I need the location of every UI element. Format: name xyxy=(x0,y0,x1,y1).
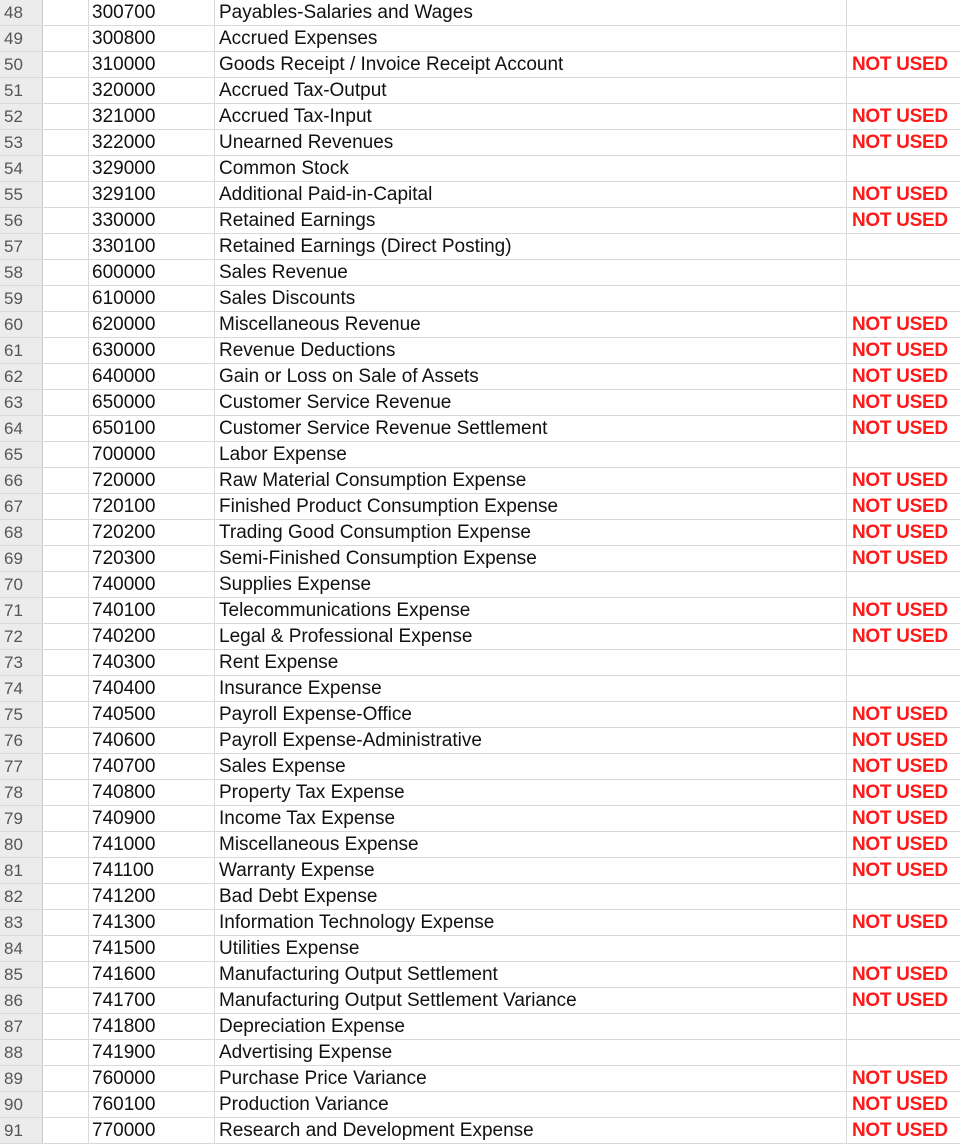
table-row xyxy=(0,182,960,208)
empty-cell[interactable] xyxy=(43,234,89,259)
account-name-cell[interactable]: Additional Paid-in-Capital xyxy=(215,182,847,207)
status-cell[interactable] xyxy=(847,0,960,25)
account-number-cell[interactable]: 740000 xyxy=(89,572,215,597)
account-number-cell[interactable]: 741900 xyxy=(89,1040,215,1065)
account-number-cell[interactable]: 741800 xyxy=(89,1014,215,1039)
row-number-header[interactable]: 81 xyxy=(0,858,43,883)
account-number-cell[interactable]: 330000 xyxy=(89,208,215,233)
empty-cell[interactable] xyxy=(43,936,89,961)
account-name-cell[interactable]: Income Tax Expense xyxy=(215,806,847,831)
row-number-header[interactable]: 65 xyxy=(0,442,43,467)
account-number-cell[interactable]: 300700 xyxy=(89,0,215,25)
empty-cell[interactable] xyxy=(43,416,89,441)
account-name-cell[interactable]: Purchase Price Variance xyxy=(215,1066,847,1091)
table-row xyxy=(0,806,960,832)
empty-cell[interactable] xyxy=(43,754,89,779)
row-number-header[interactable]: 69 xyxy=(0,546,43,571)
row-number-header[interactable]: 58 xyxy=(0,260,43,285)
row-number-header[interactable]: 85 xyxy=(0,962,43,987)
account-name-cell[interactable]: Customer Service Revenue xyxy=(215,390,847,415)
empty-cell[interactable] xyxy=(43,1092,89,1117)
status-cell[interactable]: NOT USED xyxy=(852,470,948,491)
account-name-cell[interactable]: Depreciation Expense xyxy=(215,1014,847,1039)
account-name-cell[interactable]: Common Stock xyxy=(215,156,847,181)
status-cell[interactable] xyxy=(847,156,960,181)
account-number-cell[interactable]: 720300 xyxy=(89,546,215,571)
table-row xyxy=(0,858,960,884)
row-number-header[interactable]: 66 xyxy=(0,468,43,493)
account-number-cell[interactable]: 330100 xyxy=(89,234,215,259)
table-row xyxy=(0,130,960,156)
row-number-header[interactable]: 57 xyxy=(0,234,43,259)
account-number-cell[interactable]: 720200 xyxy=(89,520,215,545)
status-cell[interactable] xyxy=(847,676,960,701)
account-name-cell[interactable]: Miscellaneous Revenue xyxy=(215,312,847,337)
table-row xyxy=(0,988,960,1014)
status-cell[interactable]: NOT USED xyxy=(852,600,948,621)
row-number-header[interactable]: 59 xyxy=(0,286,43,311)
empty-cell[interactable] xyxy=(43,572,89,597)
status-cell[interactable] xyxy=(847,442,960,467)
status-cell[interactable] xyxy=(847,234,960,259)
row-number-header[interactable]: 64 xyxy=(0,416,43,441)
account-number-cell[interactable]: 740200 xyxy=(89,624,215,649)
row-number-header[interactable]: 82 xyxy=(0,884,43,909)
status-cell[interactable]: NOT USED xyxy=(852,106,948,127)
table-row xyxy=(0,1092,960,1118)
status-cell[interactable]: NOT USED xyxy=(852,210,948,231)
table-row xyxy=(0,624,960,650)
table-row xyxy=(0,650,960,676)
empty-cell[interactable] xyxy=(43,468,89,493)
status-cell[interactable] xyxy=(847,78,960,103)
account-name-cell[interactable]: Retained Earnings (Direct Posting) xyxy=(215,234,847,259)
empty-cell[interactable] xyxy=(43,1118,89,1143)
empty-cell[interactable] xyxy=(43,286,89,311)
status-cell[interactable]: NOT USED xyxy=(852,1120,948,1141)
account-number-cell[interactable]: 741300 xyxy=(89,910,215,935)
account-number-cell[interactable]: 740100 xyxy=(89,598,215,623)
account-name-cell[interactable]: Sales Discounts xyxy=(215,286,847,311)
account-name-cell[interactable]: Accrued Tax-Input xyxy=(215,104,847,129)
status-cell[interactable]: NOT USED xyxy=(852,548,948,569)
account-name-cell[interactable]: Semi-Finished Consumption Expense xyxy=(215,546,847,571)
status-cell[interactable]: NOT USED xyxy=(852,340,948,361)
status-cell[interactable]: NOT USED xyxy=(852,522,948,543)
account-name-cell[interactable]: Warranty Expense xyxy=(215,858,847,883)
row-number-header[interactable]: 56 xyxy=(0,208,43,233)
status-cell[interactable]: NOT USED xyxy=(852,626,948,647)
row-number-header[interactable]: 91 xyxy=(0,1118,43,1143)
status-cell[interactable]: NOT USED xyxy=(852,314,948,335)
table-row xyxy=(0,78,960,104)
account-number-cell[interactable]: 770000 xyxy=(89,1118,215,1143)
table-row xyxy=(0,884,960,910)
table-row xyxy=(0,442,960,468)
empty-cell[interactable] xyxy=(43,130,89,155)
table-row xyxy=(0,338,960,364)
account-name-cell[interactable]: Unearned Revenues xyxy=(215,130,847,155)
table-row xyxy=(0,494,960,520)
status-cell[interactable]: NOT USED xyxy=(852,1094,948,1115)
row-number-header[interactable]: 71 xyxy=(0,598,43,623)
row-number-header[interactable]: 88 xyxy=(0,1040,43,1065)
row-number-header[interactable]: 55 xyxy=(0,182,43,207)
empty-cell[interactable] xyxy=(43,26,89,51)
account-number-cell[interactable]: 741000 xyxy=(89,832,215,857)
table-row xyxy=(0,26,960,52)
account-name-cell[interactable]: Goods Receipt / Invoice Receipt Account xyxy=(215,52,847,77)
empty-cell[interactable] xyxy=(43,182,89,207)
row-number-header[interactable]: 72 xyxy=(0,624,43,649)
account-number-cell[interactable]: 700000 xyxy=(89,442,215,467)
table-row xyxy=(0,234,960,260)
account-name-cell[interactable]: Research and Development Expense xyxy=(215,1118,847,1143)
empty-cell[interactable] xyxy=(43,312,89,337)
status-cell[interactable]: NOT USED xyxy=(852,834,948,855)
table-row xyxy=(0,1066,960,1092)
account-name-cell[interactable]: Gain or Loss on Sale of Assets xyxy=(215,364,847,389)
account-name-cell[interactable]: Bad Debt Expense xyxy=(215,884,847,909)
account-name-cell[interactable]: Payroll Expense-Office xyxy=(215,702,847,727)
empty-cell[interactable] xyxy=(43,598,89,623)
table-row xyxy=(0,0,960,26)
table-row xyxy=(0,598,960,624)
account-number-cell[interactable]: 720000 xyxy=(89,468,215,493)
account-name-cell[interactable]: Finished Product Consumption Expense xyxy=(215,494,847,519)
empty-cell[interactable] xyxy=(43,52,89,77)
table-row xyxy=(0,962,960,988)
empty-cell[interactable] xyxy=(43,442,89,467)
account-number-cell[interactable]: 760000 xyxy=(89,1066,215,1091)
empty-cell[interactable] xyxy=(43,624,89,649)
account-number-cell[interactable]: 741700 xyxy=(89,988,215,1013)
account-number-cell[interactable]: 650100 xyxy=(89,416,215,441)
table-row xyxy=(0,1118,960,1144)
account-number-cell[interactable]: 740700 xyxy=(89,754,215,779)
account-name-cell[interactable]: Retained Earnings xyxy=(215,208,847,233)
status-cell[interactable] xyxy=(847,260,960,285)
account-number-cell[interactable]: 741100 xyxy=(89,858,215,883)
row-number-header[interactable]: 80 xyxy=(0,832,43,857)
account-number-cell[interactable]: 329100 xyxy=(89,182,215,207)
table-row xyxy=(0,910,960,936)
account-number-cell[interactable]: 741500 xyxy=(89,936,215,961)
account-number-cell[interactable]: 300800 xyxy=(89,26,215,51)
account-number-cell[interactable]: 740600 xyxy=(89,728,215,753)
status-cell[interactable]: NOT USED xyxy=(852,418,948,439)
table-row xyxy=(0,312,960,338)
account-number-cell[interactable]: 310000 xyxy=(89,52,215,77)
status-cell[interactable]: NOT USED xyxy=(852,1068,948,1089)
account-name-cell[interactable]: Accrued Expenses xyxy=(215,26,847,51)
account-name-cell[interactable]: Payroll Expense-Administrative xyxy=(215,728,847,753)
empty-cell[interactable] xyxy=(43,364,89,389)
account-name-cell[interactable]: Production Variance xyxy=(215,1092,847,1117)
empty-cell[interactable] xyxy=(43,884,89,909)
account-name-cell[interactable]: Information Technology Expense xyxy=(215,910,847,935)
account-name-cell[interactable]: Utilities Expense xyxy=(215,936,847,961)
table-row xyxy=(0,936,960,962)
row-number-header[interactable]: 50 xyxy=(0,52,43,77)
empty-cell[interactable] xyxy=(43,338,89,363)
row-number-header[interactable]: 77 xyxy=(0,754,43,779)
row-number-header[interactable]: 53 xyxy=(0,130,43,155)
account-number-cell[interactable]: 740800 xyxy=(89,780,215,805)
empty-cell[interactable] xyxy=(43,780,89,805)
account-number-cell[interactable]: 610000 xyxy=(89,286,215,311)
account-number-cell[interactable]: 630000 xyxy=(89,338,215,363)
account-number-cell[interactable]: 640000 xyxy=(89,364,215,389)
table-row xyxy=(0,468,960,494)
account-name-cell[interactable]: Miscellaneous Expense xyxy=(215,832,847,857)
empty-cell[interactable] xyxy=(43,546,89,571)
account-number-cell[interactable]: 720100 xyxy=(89,494,215,519)
table-row xyxy=(0,52,960,78)
empty-cell[interactable] xyxy=(43,78,89,103)
account-number-cell[interactable]: 321000 xyxy=(89,104,215,129)
empty-cell[interactable] xyxy=(43,156,89,181)
account-name-cell[interactable]: Manufacturing Output Settlement xyxy=(215,962,847,987)
account-number-cell[interactable]: 329000 xyxy=(89,156,215,181)
account-number-cell[interactable]: 740400 xyxy=(89,676,215,701)
account-number-cell[interactable]: 740500 xyxy=(89,702,215,727)
row-number-header[interactable]: 75 xyxy=(0,702,43,727)
account-number-cell[interactable]: 741600 xyxy=(89,962,215,987)
empty-cell[interactable] xyxy=(43,0,89,25)
account-name-cell[interactable]: Sales Expense xyxy=(215,754,847,779)
empty-cell[interactable] xyxy=(43,858,89,883)
status-cell[interactable] xyxy=(847,572,960,597)
status-cell[interactable] xyxy=(847,1040,960,1065)
status-cell[interactable] xyxy=(847,650,960,675)
account-number-cell[interactable]: 322000 xyxy=(89,130,215,155)
row-number-header[interactable]: 87 xyxy=(0,1014,43,1039)
status-cell[interactable] xyxy=(847,1014,960,1039)
empty-cell[interactable] xyxy=(43,728,89,753)
account-name-cell[interactable]: Raw Material Consumption Expense xyxy=(215,468,847,493)
status-cell[interactable]: NOT USED xyxy=(852,704,948,725)
status-cell[interactable]: NOT USED xyxy=(852,54,948,75)
row-number-header[interactable]: 68 xyxy=(0,520,43,545)
row-number-header[interactable]: 86 xyxy=(0,988,43,1013)
account-number-cell[interactable]: 620000 xyxy=(89,312,215,337)
table-row xyxy=(0,1014,960,1040)
account-name-cell[interactable]: Manufacturing Output Settlement Variance xyxy=(215,988,847,1013)
table-row xyxy=(0,702,960,728)
empty-cell[interactable] xyxy=(43,962,89,987)
account-number-cell[interactable]: 760100 xyxy=(89,1092,215,1117)
account-name-cell[interactable]: Customer Service Revenue Settlement xyxy=(215,416,847,441)
status-cell[interactable]: NOT USED xyxy=(852,782,948,803)
status-cell[interactable]: NOT USED xyxy=(852,730,948,751)
row-number-header[interactable]: 73 xyxy=(0,650,43,675)
row-number-header[interactable]: 74 xyxy=(0,676,43,701)
account-number-cell[interactable]: 650000 xyxy=(89,390,215,415)
status-cell[interactable]: NOT USED xyxy=(852,964,948,985)
empty-cell[interactable] xyxy=(43,806,89,831)
account-name-cell[interactable]: Property Tax Expense xyxy=(215,780,847,805)
table-row xyxy=(0,572,960,598)
account-name-cell[interactable]: Telecommunications Expense xyxy=(215,598,847,623)
account-name-cell[interactable]: Labor Expense xyxy=(215,442,847,467)
row-number-header[interactable]: 79 xyxy=(0,806,43,831)
row-number-header[interactable]: 48 xyxy=(0,0,43,25)
row-number-header[interactable]: 83 xyxy=(0,910,43,935)
table-row xyxy=(0,780,960,806)
empty-cell[interactable] xyxy=(43,1014,89,1039)
empty-cell[interactable] xyxy=(43,260,89,285)
status-cell[interactable]: NOT USED xyxy=(852,808,948,829)
empty-cell[interactable] xyxy=(43,676,89,701)
status-cell[interactable]: NOT USED xyxy=(852,392,948,413)
status-cell[interactable]: NOT USED xyxy=(852,184,948,205)
account-number-cell[interactable]: 741200 xyxy=(89,884,215,909)
row-number-header[interactable]: 63 xyxy=(0,390,43,415)
account-name-cell[interactable]: Sales Revenue xyxy=(215,260,847,285)
table-row xyxy=(0,390,960,416)
status-cell[interactable] xyxy=(847,286,960,311)
empty-cell[interactable] xyxy=(43,988,89,1013)
empty-cell[interactable] xyxy=(43,1040,89,1065)
account-number-cell[interactable]: 740900 xyxy=(89,806,215,831)
status-cell[interactable]: NOT USED xyxy=(852,990,948,1011)
row-number-header[interactable]: 67 xyxy=(0,494,43,519)
account-name-cell[interactable]: Payables-Salaries and Wages xyxy=(215,0,847,25)
empty-cell[interactable] xyxy=(43,390,89,415)
row-number-header[interactable]: 76 xyxy=(0,728,43,753)
row-number-header[interactable]: 49 xyxy=(0,26,43,51)
account-number-cell[interactable]: 320000 xyxy=(89,78,215,103)
account-name-cell[interactable]: Rent Expense xyxy=(215,650,847,675)
row-number-header[interactable]: 61 xyxy=(0,338,43,363)
account-name-cell[interactable]: Revenue Deductions xyxy=(215,338,847,363)
empty-cell[interactable] xyxy=(43,494,89,519)
row-number-header[interactable]: 90 xyxy=(0,1092,43,1117)
table-row xyxy=(0,754,960,780)
table-row xyxy=(0,676,960,702)
status-cell[interactable]: NOT USED xyxy=(852,366,948,387)
row-number-header[interactable]: 54 xyxy=(0,156,43,181)
status-cell[interactable]: NOT USED xyxy=(852,496,948,517)
table-row xyxy=(0,104,960,130)
row-number-header[interactable]: 51 xyxy=(0,78,43,103)
status-cell[interactable]: NOT USED xyxy=(852,912,948,933)
table-row xyxy=(0,208,960,234)
row-number-header[interactable]: 62 xyxy=(0,364,43,389)
table-row xyxy=(0,260,960,286)
row-number-header[interactable]: 84 xyxy=(0,936,43,961)
account-number-cell[interactable]: 600000 xyxy=(89,260,215,285)
account-name-cell[interactable]: Accrued Tax-Output xyxy=(215,78,847,103)
table-row xyxy=(0,546,960,572)
empty-cell[interactable] xyxy=(43,104,89,129)
empty-cell[interactable] xyxy=(43,208,89,233)
table-row xyxy=(0,1040,960,1066)
status-cell[interactable] xyxy=(847,936,960,961)
status-cell[interactable]: NOT USED xyxy=(852,756,948,777)
table-row xyxy=(0,832,960,858)
account-name-cell[interactable]: Legal & Professional Expense xyxy=(215,624,847,649)
row-number-header[interactable]: 70 xyxy=(0,572,43,597)
account-name-cell[interactable]: Insurance Expense xyxy=(215,676,847,701)
empty-cell[interactable] xyxy=(43,702,89,727)
empty-cell[interactable] xyxy=(43,520,89,545)
empty-cell[interactable] xyxy=(43,832,89,857)
empty-cell[interactable] xyxy=(43,910,89,935)
table-row xyxy=(0,364,960,390)
account-name-cell[interactable]: Trading Good Consumption Expense xyxy=(215,520,847,545)
row-number-header[interactable]: 78 xyxy=(0,780,43,805)
row-number-header[interactable]: 60 xyxy=(0,312,43,337)
status-cell[interactable]: NOT USED xyxy=(852,860,948,881)
status-cell[interactable] xyxy=(847,884,960,909)
account-name-cell[interactable]: Supplies Expense xyxy=(215,572,847,597)
account-name-cell[interactable]: Advertising Expense xyxy=(215,1040,847,1065)
account-number-cell[interactable]: 740300 xyxy=(89,650,215,675)
table-row xyxy=(0,286,960,312)
row-number-header[interactable]: 89 xyxy=(0,1066,43,1091)
empty-cell[interactable] xyxy=(43,650,89,675)
status-cell[interactable]: NOT USED xyxy=(852,132,948,153)
table-row xyxy=(0,520,960,546)
empty-cell[interactable] xyxy=(43,1066,89,1091)
table-row xyxy=(0,728,960,754)
status-cell[interactable] xyxy=(847,26,960,51)
table-row xyxy=(0,156,960,182)
row-number-header[interactable]: 52 xyxy=(0,104,43,129)
table-row xyxy=(0,416,960,442)
